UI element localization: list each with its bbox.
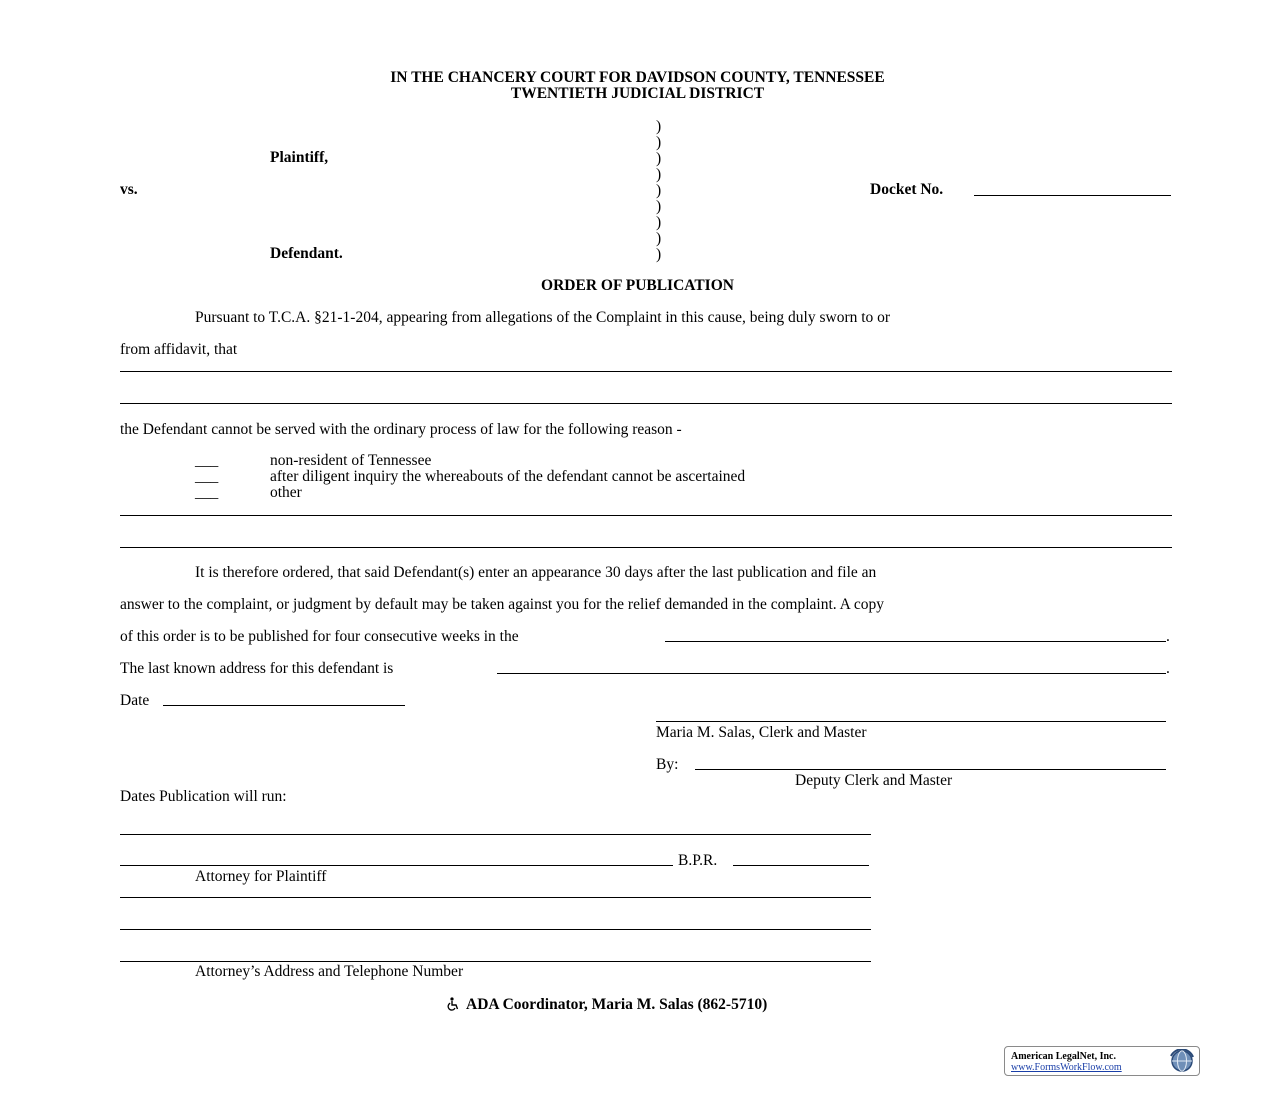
reason-intro: the Defendant cannot be served with the ordinary process of law for the following reason - [120,421,682,438]
pursuant-paragraph-line1: Pursuant to T.C.A. §21-1-204, appearing from allegations of the Complaint in this cause, being duly sworn to or [195,309,891,326]
paren: ) [656,166,662,183]
reason-checkbox-blank[interactable]: ___ [195,452,219,469]
reason-label-other: other [270,484,302,501]
docket-label: Docket No. [870,181,944,198]
bpr-label: B.P.R. [678,852,718,869]
order-paragraph-line2: answer to the complaint, or judgment by default may be taken against you for the relief demanded in the complaint. A copy [120,596,885,613]
attorney-address-line-3[interactable] [120,961,871,962]
wheelchair-icon [446,997,460,1011]
american-legalnet-logo[interactable] [1004,1046,1200,1076]
deputy-label: Deputy Clerk and Master [795,772,953,789]
ada-coordinator-text: ADA Coordinator, Maria M. Salas (862-5710) [466,996,768,1013]
plaintiff-label: Plaintiff, [270,149,329,166]
newspaper-name-field[interactable] [665,641,1166,642]
other-reason-line-2[interactable] [120,547,1172,548]
period: . [1166,628,1170,645]
date-label: Date [120,692,150,709]
date-field[interactable] [163,705,405,706]
globe-icon [1169,1049,1195,1073]
attorney-for-plaintiff-label: Attorney for Plaintiff [195,868,327,885]
allegation-line-2[interactable] [120,403,1172,404]
pursuant-paragraph-line2: from affidavit, that [120,341,238,358]
clerk-name: Maria M. Salas, Clerk and Master [656,724,867,741]
ada-line [446,997,767,1013]
clerk-signature-line[interactable] [656,721,1166,722]
paren: ) [656,182,662,199]
order-paragraph-line3: of this order is to be published for four consecutive weeks in the [120,628,519,645]
vs-label: vs. [120,181,138,198]
document-title: ORDER OF PUBLICATION [541,277,734,294]
period: . [1166,660,1170,677]
deputy-signature-line[interactable] [695,769,1166,770]
bpr-number-field[interactable] [733,865,869,866]
attorney-address-label: Attorney’s Address and Telephone Number [195,963,464,980]
logo-url-link[interactable]: www.FormsWorkFlow.com [1011,1062,1122,1073]
district-heading: TWENTIETH JUDICIAL DISTRICT [510,85,765,102]
docket-number-field[interactable] [974,195,1171,196]
reason-label-whereabouts: after diligent inquiry the whereabouts of the defendant cannot be ascertained [270,468,746,485]
attorney-signature-line[interactable] [120,865,673,866]
reason-label-nonresident: non-resident of Tennessee [270,452,432,469]
allegation-line-1[interactable] [120,371,1172,372]
order-paragraph-line1: It is therefore ordered, that said Defendant(s) enter an appearance 30 days after the last publication and file an [195,564,877,581]
logo-company-name: American LegalNet, Inc. [1011,1051,1116,1062]
address-label: The last known address for this defendant is [120,660,394,677]
other-reason-line-1[interactable] [120,515,1172,516]
paren: ) [656,134,662,151]
paren: ) [656,246,662,263]
reason-checkbox-blank[interactable]: ___ [195,484,219,501]
paren: ) [656,150,662,167]
paren: ) [656,118,662,135]
paren: ) [656,214,662,231]
publication-dates-label: Dates Publication will run: [120,788,287,805]
reason-checkbox-blank[interactable]: ___ [195,468,219,485]
attorney-address-line-1[interactable] [120,897,871,898]
defendant-label: Defendant. [270,245,343,262]
defendant-address-field[interactable] [497,673,1166,674]
attorney-address-line-2[interactable] [120,929,871,930]
paren: ) [656,230,662,247]
by-label: By: [656,756,679,773]
publication-dates-field[interactable] [120,834,871,835]
court-heading: IN THE CHANCERY COURT FOR DAVIDSON COUNTY, TENNESSEE [390,69,885,86]
paren: ) [656,198,662,215]
